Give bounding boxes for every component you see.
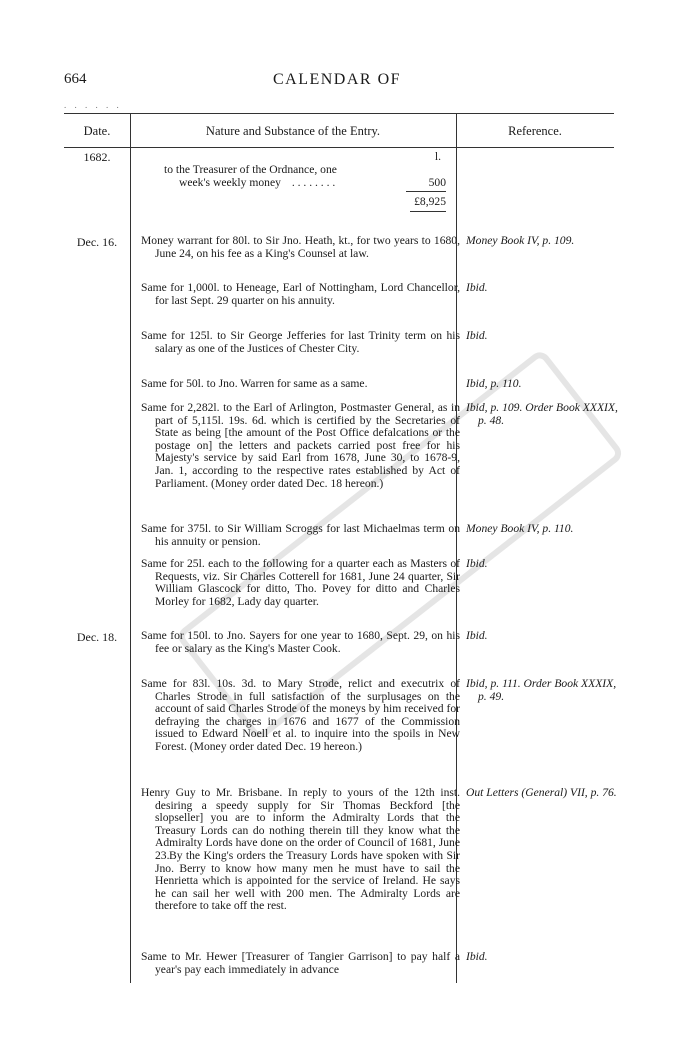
entry-text-continued: By the King's orders the Treasury Lords have spoken with Sir Jno. Berry to know how many men he must have to sail the Henrietta which is appointed for the service of Ireland. He says he can sail her well with 200 men. The Admiralty Lords are therefore to take off the rest. bbox=[155, 849, 460, 913]
entry-text: Same for 150l. to Jno. Sayers for one year to 1680, Sept. 29, on his fee or salary as the King's Master Cook. bbox=[141, 629, 460, 655]
date-dec-16: Dec. 16. bbox=[76, 235, 118, 249]
entry-text: Money warrant for 80l. to Sir Jno. Heath, kt., for two years to 1680, June 24, on his fee as a King's Counsel at law. bbox=[141, 234, 460, 260]
entry-text: Same for 25l. each to the following for a quarter each as Masters of Requests, viz. Sir Charles Cotterell for 1681, June 24 quarter, Sir William Glascock for ditto, Tho. Povey for ditto and Charles Morley for 1682, Lady day quarter. bbox=[141, 557, 460, 608]
entry-text: Same for 50l. to Jno. Warren for same as a same. bbox=[141, 377, 368, 390]
entry-reference: Ibid. bbox=[466, 329, 488, 342]
nature-column-header: Nature and Substance of the Entry. bbox=[205, 124, 381, 138]
entry-reference: Ibid, p. 110. bbox=[466, 377, 522, 390]
entry-reference: Money Book IV, p. 109. bbox=[466, 234, 575, 247]
entry-reference: Ibid, p. 111. Order Book XXXIX, p. 49. bbox=[466, 677, 617, 703]
date-column-header: Date. bbox=[83, 124, 111, 138]
reference-column-header: Reference. bbox=[508, 124, 562, 138]
entry-reference: Ibid. bbox=[466, 950, 488, 963]
entry-text: Henry Guy to Mr. Brisbane. In reply to yours of the 12th inst. desiring a speedy supply for Sir Thomas Beckford [the slopseller] you are to inform the Admiralty Lords that the Treasury Lords can do nothing therein till they know what the Admiralty Lords have done on the order of Council of 1681, June 23. bbox=[141, 786, 460, 862]
entry-reference: Ibid. bbox=[466, 281, 488, 294]
ordnance-line-2: week's weekly money . . . . . . . . 500 bbox=[179, 176, 446, 189]
pound-unit: l. bbox=[434, 150, 441, 163]
sum-rule bbox=[406, 191, 446, 192]
entry-text: Same to Mr. Hewer [Treasurer of Tangier Garrison] to pay half a year's pay each immediately in advance bbox=[141, 950, 460, 976]
entry-text: Same for 83l. 10s. 3d. to Mary Strode, relict and executrix of Charles Strode in full satisfaction of the surplusages on the account of said Charles Strode of the moneys by him received for defraying the charges in 1676 and 1677 of the Commission issued to Edward Noell et al. to inquire into the spoils in New Forest. (Money order dated Dec. 19 hereon.) bbox=[141, 677, 460, 753]
page-number: 664 bbox=[64, 71, 87, 87]
calendar-table bbox=[64, 113, 618, 983]
header-rule-dots: . . . . . . bbox=[64, 100, 122, 110]
entry-reference: Ibid. bbox=[466, 557, 488, 570]
page-header bbox=[64, 71, 610, 95]
running-title: CALENDAR OF bbox=[272, 71, 402, 88]
entry-text: Same for 125l. to Sir George Jefferies for last Trinity term on his salary as one of the Justices of Chester City. bbox=[141, 329, 460, 355]
entry-reference: Out Letters (General) VII, p. 76. bbox=[466, 786, 617, 799]
date-column-rule bbox=[130, 113, 131, 983]
entry-reference: Ibid, p. 109. Order Book XXXIX, p. 48. bbox=[466, 401, 618, 427]
total-rule bbox=[410, 211, 446, 212]
entry-reference: Money Book IV, p. 110. bbox=[466, 522, 574, 535]
total-amount: £8,925 bbox=[414, 195, 446, 208]
table-header-rule bbox=[64, 147, 614, 148]
table-top-rule bbox=[64, 113, 614, 114]
date-dec-18: Dec. 18. bbox=[76, 630, 118, 644]
entry-text: Same for 2,282l. to the Earl of Arlington, Postmaster General, as in part of 5,115l. 19s. 6d. which is certified by the Secretaries of State as being [the amount of the Post Office defalcations or the postage on] the letters and packets carried post free for his Majesty's service by said Earl from 1678, June 30, to 1678-9, Jan. 1, according to the respective rates established by Act of Parliament. (Money order dated Dec. 18 hereon.) bbox=[141, 401, 460, 490]
ordnance-amount: 500 bbox=[428, 176, 446, 189]
entry-reference: Ibid. bbox=[466, 629, 488, 642]
ordnance-line-1: to the Treasurer of the Ordnance, one bbox=[164, 163, 337, 176]
entry-text: Same for 375l. to Sir William Scroggs for last Michaelmas term on his annuity or pension. bbox=[141, 522, 460, 548]
year-label: 1682. bbox=[83, 150, 111, 164]
entry-text: Same for 1,000l. to Heneage, Earl of Nottingham, Lord Chancellor, for last Sept. 29 quarter on his annuity. bbox=[141, 281, 460, 307]
